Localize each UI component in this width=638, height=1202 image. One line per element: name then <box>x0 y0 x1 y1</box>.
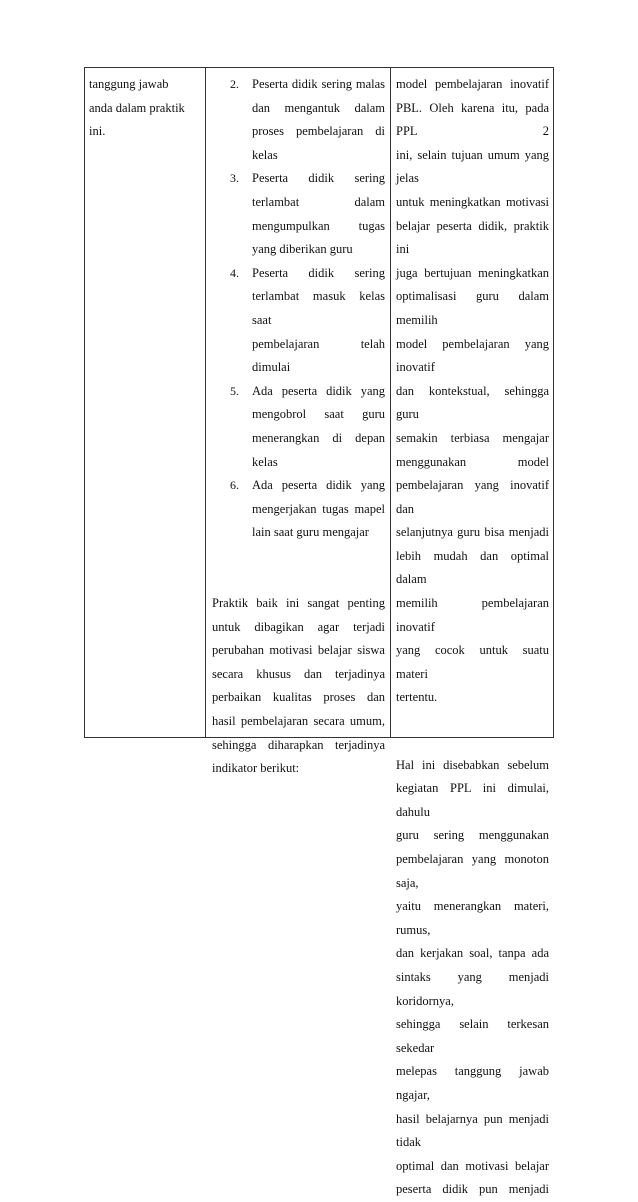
list-number: 4. <box>230 265 239 280</box>
text-line: optimal dan motivasi belajar <box>396 1158 549 1173</box>
text-line: pembelajaran yang monoton saja, <box>396 852 549 890</box>
content-table <box>84 67 554 1197</box>
text-line: untuk dibagikan agar terjadi <box>212 619 385 634</box>
text-line: Ada peserta didik yang <box>252 383 385 398</box>
left-column-text <box>85 68 205 737</box>
text-line: dan mengantuk dalam <box>252 100 385 115</box>
right-column <box>391 68 553 1197</box>
text-line: dan kerjakan soal, tanpa ada <box>396 946 549 961</box>
text-line: perbaikan kualitas proses dan <box>212 690 385 705</box>
list-number: 2. <box>230 77 239 91</box>
text-line: kelas <box>252 454 278 469</box>
text-line: juga bertujuan meningkatkan <box>396 265 549 280</box>
text-line: sintaks yang menjadi koridornya, <box>396 969 549 1008</box>
text-line: untuk meningkatkan motivasi <box>396 194 549 209</box>
text-line: Praktik baik ini sangat penting <box>212 596 385 611</box>
right-paragraph-1 <box>396 73 549 710</box>
text-line: Hal ini disebabkan sebelum <box>396 757 549 772</box>
text-line: dimulai <box>252 360 291 375</box>
problem-list <box>212 73 385 545</box>
text-line: proses pembelajaran di <box>252 124 385 139</box>
text-line: mengerjakan tugas mapel <box>252 501 385 516</box>
text-line: mengobrol saat guru <box>252 407 385 422</box>
text-line: yang diberikan guru <box>252 242 353 257</box>
text-line: selanjutnya guru bisa menjadi <box>396 525 549 540</box>
text-line: lain saat guru mengajar <box>252 525 369 540</box>
text-line: kelas <box>252 147 278 162</box>
text-line: Ada peserta didik yang <box>252 478 385 493</box>
list-item <box>212 474 385 545</box>
text-line: perubahan motivasi belajar siswa <box>212 643 385 658</box>
text-line: dan kontekstual, sehingga guru <box>396 383 549 422</box>
list-item <box>212 262 385 380</box>
text-line: guru sering menggunakan <box>396 828 549 843</box>
table-cell-middle <box>206 68 391 776</box>
text-line: yaitu menerangkan materi, rumus, <box>396 899 549 937</box>
text-line: ini. <box>89 124 106 139</box>
text-line: tanggung jawab <box>89 77 169 91</box>
text-line: PBL. Oleh karena itu, pada PPL 2 <box>396 100 549 139</box>
text-line: lebih mudah dan optimal dalam <box>396 548 549 587</box>
text-line: kegiatan PPL ini dimulai, dahulu <box>396 781 549 819</box>
list-number: 3. <box>230 171 239 186</box>
middle-column <box>206 68 390 776</box>
table-row <box>85 68 554 738</box>
text-line: yang cocok untuk suatu materi <box>396 643 549 681</box>
text-line: Peserta didik sering malas <box>252 77 385 91</box>
table-cell-right <box>391 68 554 1197</box>
table-cell-left <box>85 68 206 738</box>
text-line: terlambat dalam <box>252 194 385 209</box>
text-line: pembelajaran telah <box>252 336 385 351</box>
text-line: indikator berikut: <box>212 761 300 776</box>
text-line: hasil pembelajaran secara umum, <box>212 714 385 729</box>
text-line: model pembelajaran yang inovatif <box>396 336 549 375</box>
text-line: semakin terbiasa mengajar <box>396 430 549 445</box>
text-line: sehingga diharapkan terjadinya <box>212 737 385 752</box>
text-line: secara khusus dan terjadinya <box>212 666 385 681</box>
text-line: melepas tanggung jawab ngajar, <box>396 1064 549 1102</box>
middle-paragraph <box>212 592 385 781</box>
text-line: Peserta didik sering <box>252 265 385 280</box>
text-line: anda dalam praktik <box>89 100 185 115</box>
text-line: Peserta didik sering <box>252 171 385 186</box>
list-number: 5. <box>230 383 239 398</box>
text-line: peserta didik pun menjadi <box>396 1182 549 1197</box>
text-line: ini, selain tujuan umum yang jelas <box>396 147 549 186</box>
text-line: mengumpulkan tugas <box>252 218 385 233</box>
text-line: hasil belajarnya pun menjadi tidak <box>396 1111 549 1150</box>
list-item <box>212 380 385 474</box>
text-line: belajar peserta didik, praktik ini <box>396 218 549 257</box>
text-line: optimalisasi guru dalam memilih <box>396 289 549 327</box>
text-line: menerangkan di depan <box>252 430 385 445</box>
text-line: menggunakan model <box>396 454 549 469</box>
list-item <box>212 73 385 167</box>
text-line: model pembelajaran inovatif <box>396 77 549 91</box>
right-paragraph-2 <box>396 754 549 1202</box>
list-item <box>212 167 385 261</box>
text-line: terlambat masuk kelas saat <box>252 289 385 327</box>
text-line: memilih pembelajaran inovatif <box>396 596 549 634</box>
list-number: 6. <box>230 478 239 493</box>
text-line: pembelajaran yang inovatif dan <box>396 478 549 516</box>
text-line: sehingga selain terkesan sekedar <box>396 1017 549 1055</box>
text-line: tertentu. <box>396 690 438 705</box>
